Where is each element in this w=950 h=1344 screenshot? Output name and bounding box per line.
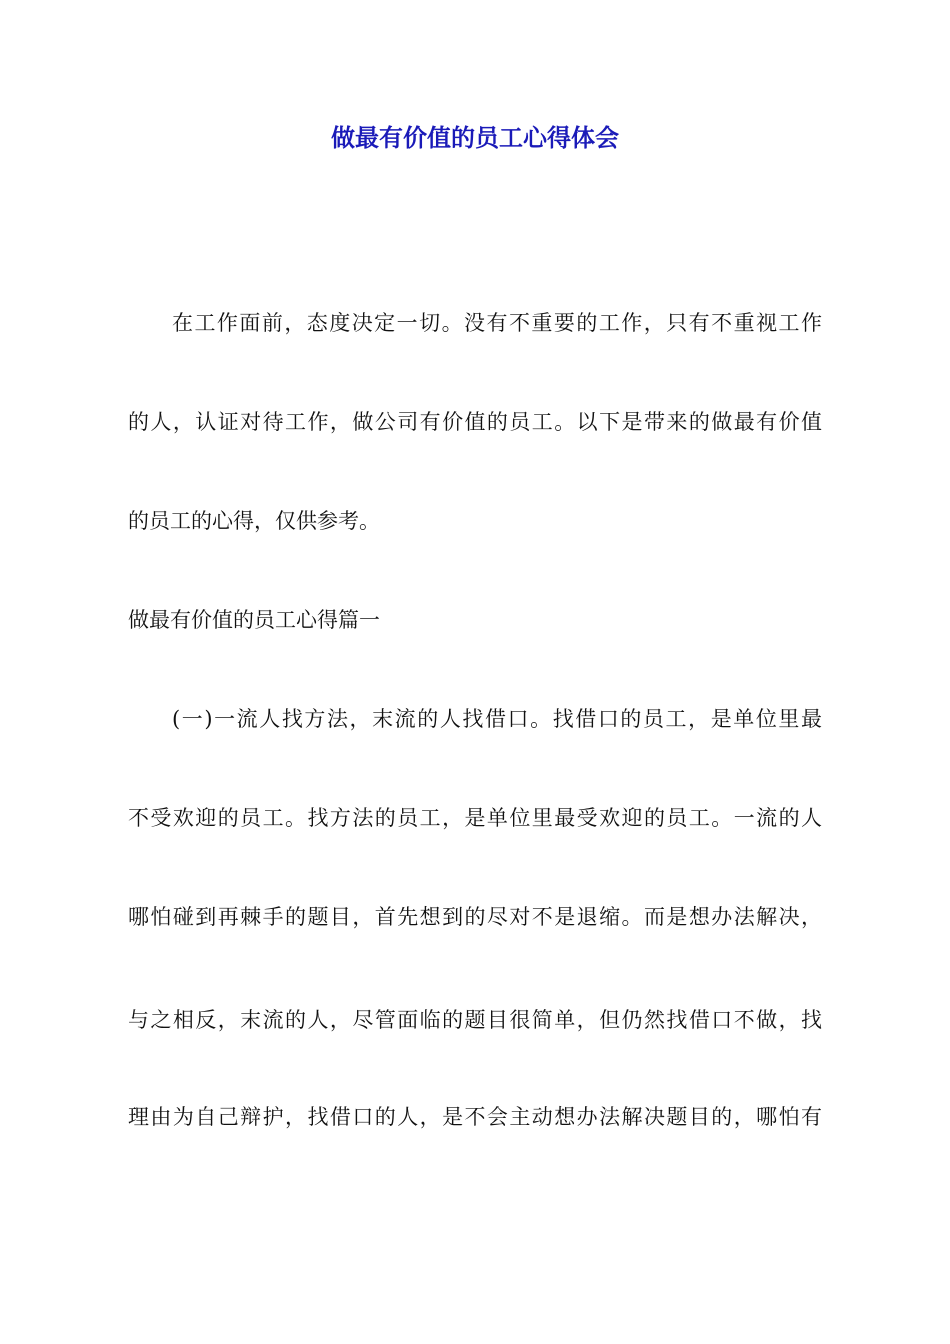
paragraph-line: 哪怕碰到再棘手的题目，首先想到的尽对不是退缩。而是想办法解决， xyxy=(128,905,822,929)
paragraph-line: (一)一流人找方法，末流的人找借口。找借口的员工，是单位里最 xyxy=(172,707,822,731)
paragraph-line: 理由为自己辩护，找借口的人，是不会主动想办法解决题目的，哪怕有 xyxy=(128,1105,822,1129)
document-title: 做最有价值的员工心得体会 xyxy=(331,124,619,152)
paragraph-line: 的人，认证对待工作，做公司有价值的员工。以下是带来的做最有价值 xyxy=(128,410,822,434)
paragraph-line: 在工作面前，态度决定一切。没有不重要的工作，只有不重视工作 xyxy=(172,311,822,335)
paragraph-line: 的员工的心得，仅供参考。 xyxy=(128,509,380,533)
section-heading: 做最有价值的员工心得篇一 xyxy=(128,608,380,632)
paragraph-line: 不受欢迎的员工。找方法的员工，是单位里最受欢迎的员工。一流的人 xyxy=(128,806,822,830)
paragraph-line: 与之相反，末流的人，尽管面临的题目很简单，但仍然找借口不做，找 xyxy=(128,1008,822,1032)
